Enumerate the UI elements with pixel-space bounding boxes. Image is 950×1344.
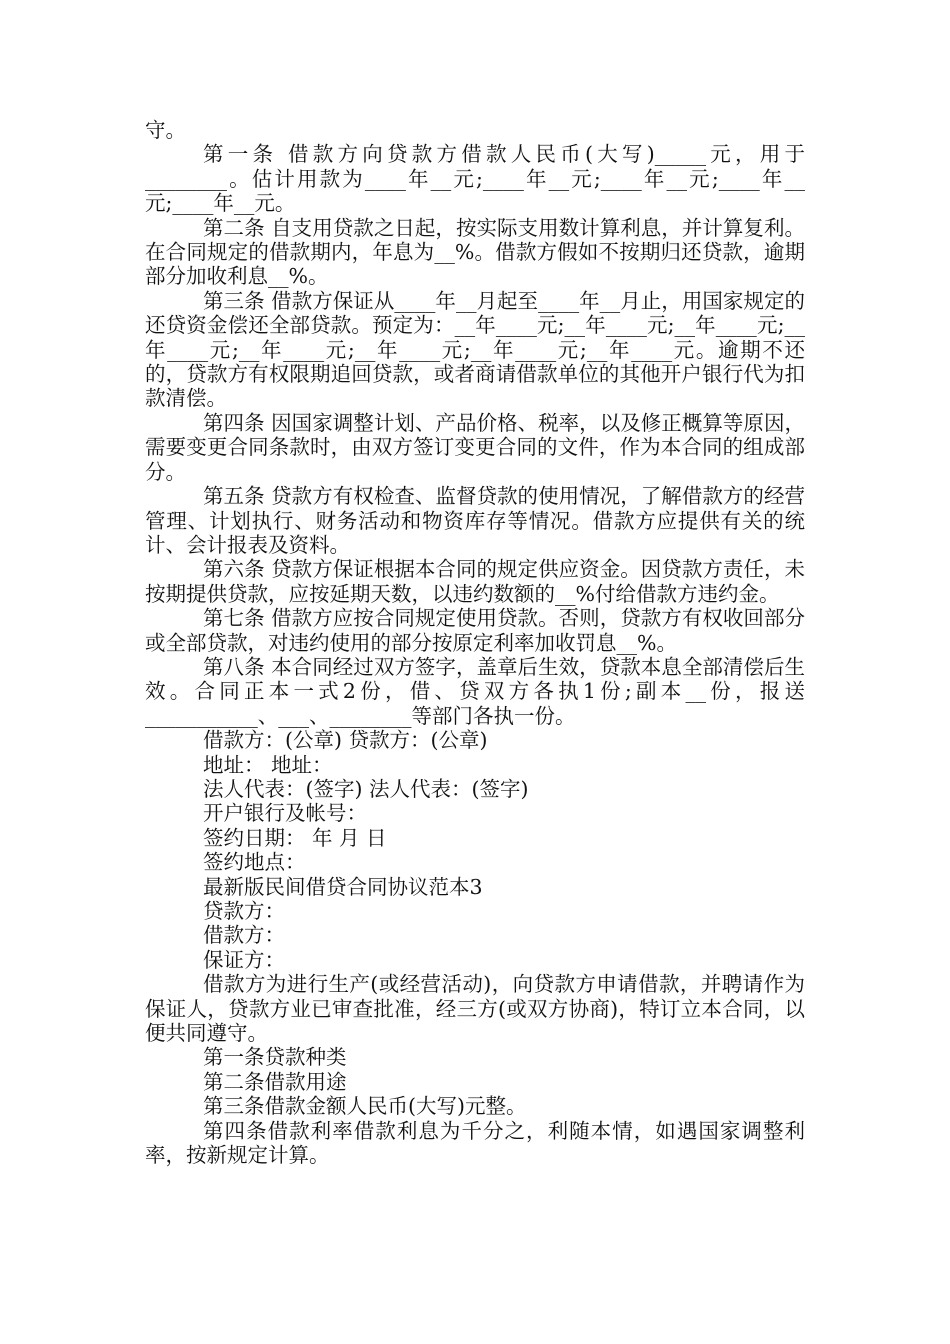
signature-place: 签约地点： [203,850,306,875]
signature-date: 签约日期： 年 月 日 [203,825,387,850]
party-guarantor: 保证方： [203,947,285,972]
clause-3: 第三条借款金额人民币(大写)元整。 [203,1094,527,1119]
paragraph-continuation: 守。 [145,118,186,142]
clause-4: 第四条借款利率借款利息为千分之，利随本情，如遇国家调整利率，按新规定计算。 [145,1118,805,1168]
article-6: 第六条 贷款方保证根据本合同的规定供应资金。因贷款方责任，未按期提供贷款，应按延期天数，以违约数额的__%付给借款方违约金。 [145,557,805,606]
article-8: 第八条 本合同经过双方签字，盖章后生效，贷款本息全部清偿后生效。合同正本一式2份，借、贷双方各执1份;副本__份，报送___________、___、________等部门各执一份。 [145,654,805,728]
clause-2: 第二条借款用途 [203,1069,347,1094]
signature-bank-account: 开户银行及帐号： [203,801,367,826]
document-body [145,118,805,1167]
party-borrower: 借款方： [203,923,285,948]
signature-parties: 借款方：(公章) 贷款方：(公章) [203,728,488,753]
article-1: 第一条 借款方向贷款方借款人民币(大写)_____元，用于________。估计用款为____年__元;____年__元;____年__元;____年__元;____年__元。 [145,142,805,216]
article-2: 第二条 自支用贷款之日起，按实际支用数计算利息，并计算复利。在合同规定的借款期内，年息为__%。借款方假如不按期归还贷款，逾期部分加收利息__%。 [145,215,805,289]
party-lender: 贷款方： [203,899,285,923]
article-7: 第七条 借款方应按合同规定使用贷款。否则，贷款方有权收回部分或全部贷款，对违约使用的部分按原定利率加收罚息__%。 [145,606,805,655]
section-title: 最新版民间借贷合同协议范本3 [203,874,483,899]
signature-address: 地址： 地址： [203,752,333,777]
signature-legal-representative: 法人代表：(签字) 法人代表：(签字) [203,776,529,801]
article-3: 第三条 借款方保证从____年__月起至____年__月止，用国家规定的还贷资金偿还全部贷款。预定为：__年____元;__年____元;__年____元;__年____元;__年____元;__年____元;__年____元;__年____元。逾期不还的，贷款方有权限期追回贷款，或者商请借款单位的其他开户银行代为扣款清偿。 [145,288,805,411]
article-4: 第四条 因国家调整计划、产品价格、税率，以及修正概算等原因，需要变更合同条款时，由双方签订变更合同的文件，作为本合同的组成部分。 [145,410,805,484]
clause-1: 第一条贷款种类 [203,1045,347,1070]
article-5: 第五条 贷款方有权检查、监督贷款的使用情况，了解借款方的经营管理、计划执行、财务活动和物资库存等情况。借款方应提供有关的统计、会计报表及资料。 [145,484,805,557]
intro-paragraph: 借款方为进行生产(或经营活动)，向贷款方申请借款，并聘请作为保证人，贷款方业已审查批准，经三方(或双方协商)，特订立本合同，以便共同遵守。 [145,972,805,1046]
